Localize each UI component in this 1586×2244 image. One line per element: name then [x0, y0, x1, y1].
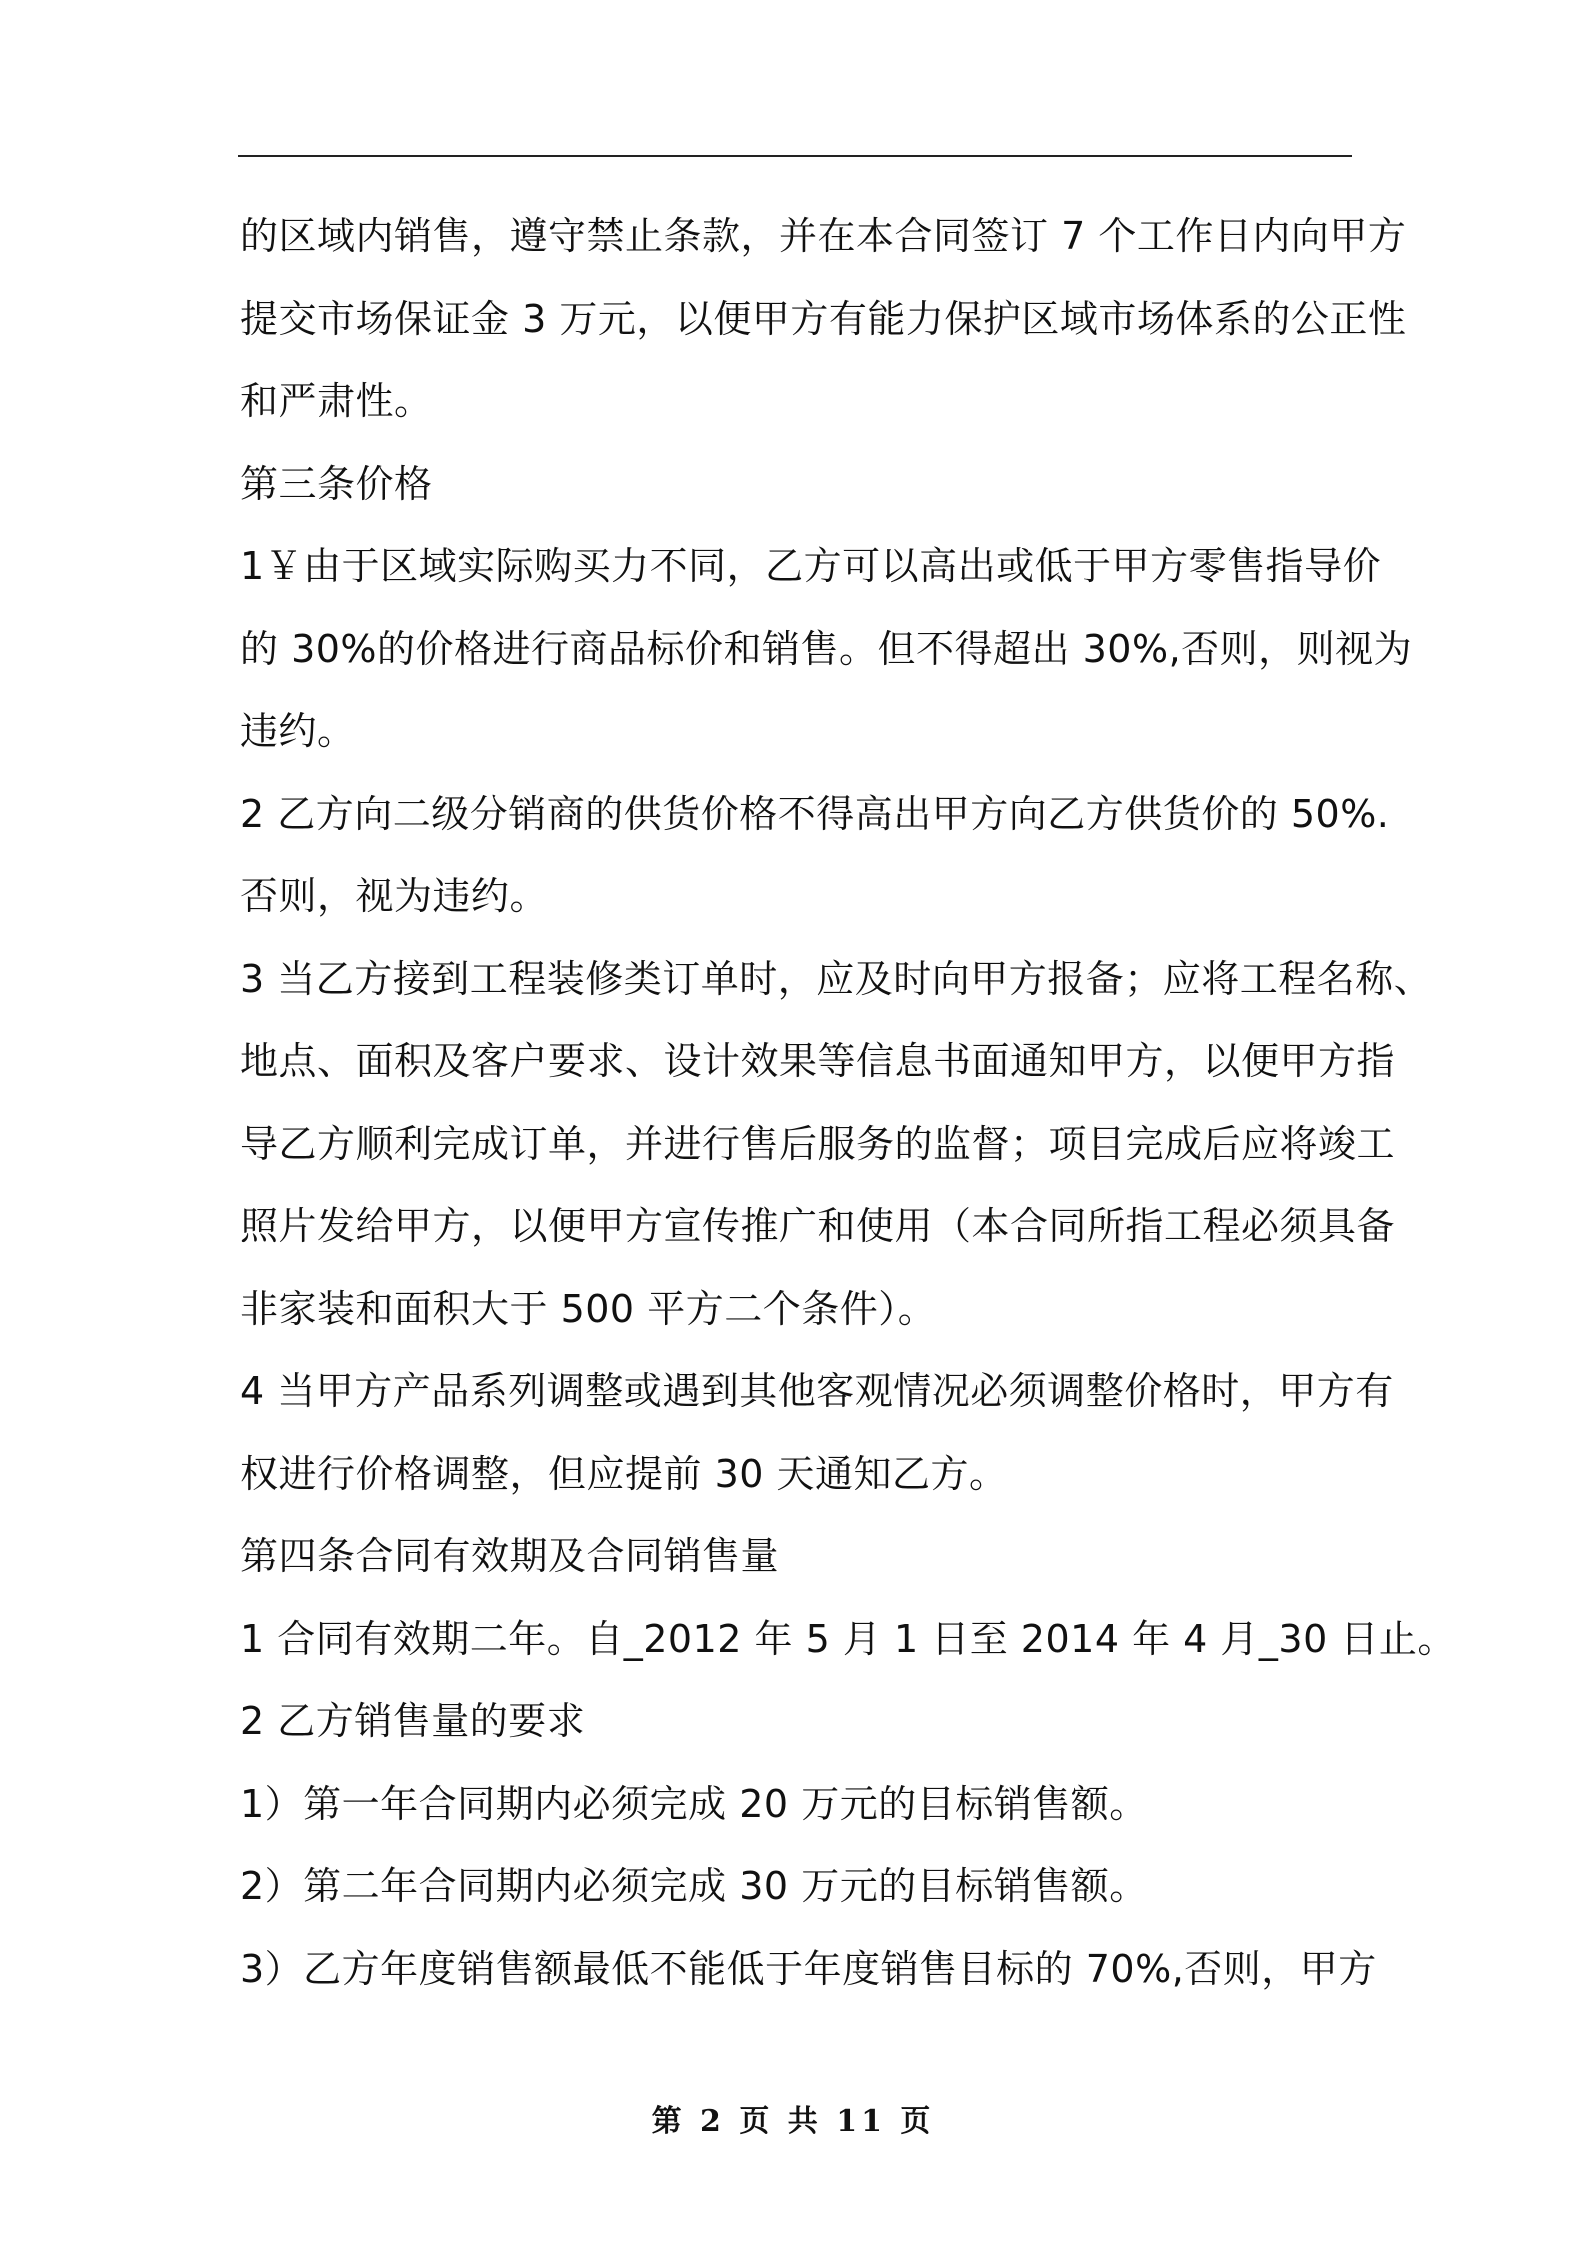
text-line: 2 乙方向二级分销商的供货价格不得高出甲方向乙方供货价的 50%.: [240, 791, 1390, 836]
text-line: 地点、面积及客户要求、设计效果等信息书面通知甲方，以便甲方指: [240, 1039, 1396, 1083]
text-line: 4 当甲方产品系列调整或遇到其他客观情况必须调整价格时，甲方有: [240, 1369, 1394, 1413]
text-line: 非家装和面积大于 500 平方二个条件）。: [240, 1286, 937, 1331]
section-heading: 第四条合同有效期及合同销售量: [240, 1534, 780, 1578]
text-line: 的区域内销售，遵守禁止条款，并在本合同签订 7 个工作日内向甲方: [240, 214, 1407, 258]
text-line: 权进行价格调整，但应提前 30 天通知乙方。: [240, 1451, 1008, 1496]
text-line: 1）第一年合同期内必须完成 20 万元的目标销售额。: [240, 1781, 1148, 1826]
header-rule: [238, 155, 1352, 157]
text-line: 照片发给甲方，以便甲方宣传推广和使用（本合同所指工程必须具备: [240, 1204, 1396, 1248]
text-line: 违约。: [240, 709, 356, 753]
text-line: 1￥由于区域实际购买力不同，乙方可以高出或低于甲方零售指导价: [240, 544, 1382, 588]
text-line: 和严肃性。: [240, 379, 433, 423]
text-line: 的 30%的价格进行商品标价和销售。但不得超出 30%,否则，则视为: [240, 626, 1413, 671]
document-body: [240, 195, 1456, 2010]
section-heading: 第三条价格: [240, 461, 433, 506]
page-number: 第 2 页 共 11 页: [651, 2104, 935, 2139]
text-line: 导乙方顺利完成订单，并进行售后服务的监督；项目完成后应将竣工: [240, 1121, 1396, 1166]
text-line: 1 合同有效期二年。自_2012 年 5 月 1 日至 2014 年 4 月_30 日止。: [240, 1616, 1456, 1661]
text-line: 2）第二年合同期内必须完成 30 万元的目标销售额。: [240, 1864, 1148, 1908]
text-line: 2 乙方销售量的要求: [240, 1699, 586, 1743]
text-line: 提交市场保证金 3 万元，以便甲方有能力保护区域市场体系的公正性: [240, 296, 1407, 341]
text-line: 3 当乙方接到工程装修类订单时，应及时向甲方报备；应将工程名称、: [240, 956, 1433, 1001]
text-line: 3）乙方年度销售额最低不能低于年度销售目标的 70%,否则，甲方: [240, 1946, 1377, 1991]
text-line: 否则，视为违约。: [240, 874, 549, 918]
